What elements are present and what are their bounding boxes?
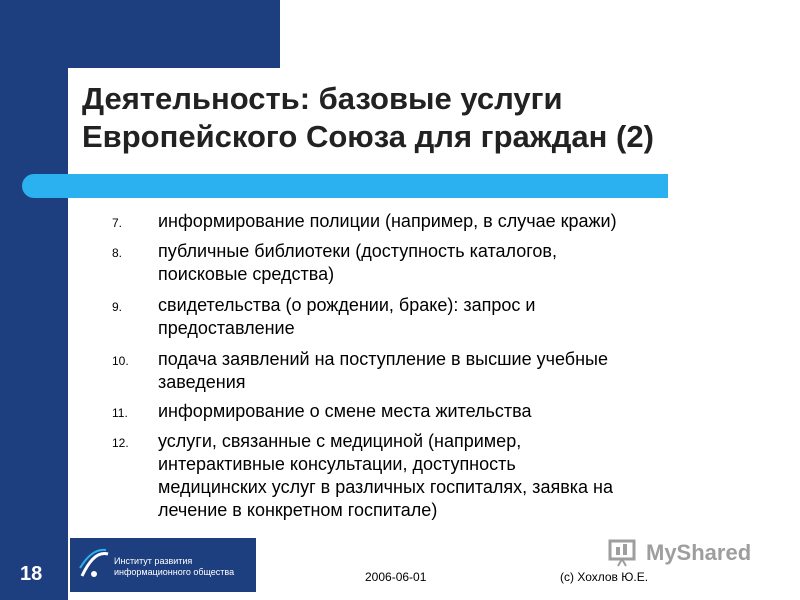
presentation-icon <box>606 538 642 568</box>
list-item-number: 11. <box>112 406 128 420</box>
logo-text <box>114 556 234 578</box>
watermark <box>606 536 776 570</box>
list-item-line: поисковые средства) <box>158 264 335 284</box>
list-item-line: лечение в конкретном госпитале) <box>158 500 438 520</box>
list-item-line: публичные библиотеки (доступность каталогов, <box>158 241 557 261</box>
list-item-line: медицинских услуг в различных госпиталях, заявка на <box>158 477 613 497</box>
left-sidebar-band <box>0 0 68 600</box>
list-item-line: информирование полиции (например, в случае кражи) <box>158 211 617 231</box>
list-item-text <box>158 210 758 233</box>
institute-logo <box>70 538 256 592</box>
logo-emblem-icon <box>76 546 112 584</box>
list-item-number: 8. <box>112 246 123 260</box>
list-item-text <box>158 294 758 340</box>
logo-line-1: Институт развития <box>114 556 193 566</box>
list-item-line: заведения <box>158 372 246 392</box>
list-item-line: интерактивные консультации, доступность <box>158 454 516 474</box>
list-item-text <box>158 430 758 522</box>
list-item-number: 9. <box>112 300 123 314</box>
list-item-number: 10. <box>112 354 129 368</box>
list-item-number: 12. <box>112 436 129 450</box>
list-item-text <box>158 400 758 423</box>
title-line-2: Европейского Союза для граждан (2) <box>82 119 654 154</box>
slide-title <box>82 80 782 156</box>
list-item-line: подача заявлений на поступление в высшие учебные <box>158 349 608 369</box>
title-line-1: Деятельность: базовые услуги <box>82 81 563 116</box>
list-item-number: 7. <box>112 216 123 230</box>
list-item-text <box>158 240 758 286</box>
footer-author: (c) Хохлов Ю.Е. <box>560 570 649 584</box>
top-header-band <box>0 0 280 68</box>
list-item-line: свидетельства (о рождении, браке): запрос и <box>158 295 536 315</box>
list-item-text <box>158 348 758 394</box>
list-item-line: предоставление <box>158 318 295 338</box>
list-item-line: информирование о смене места жительства <box>158 401 532 421</box>
footer-date: 2006-06-01 <box>365 570 427 584</box>
watermark-text: MyShared <box>646 540 752 565</box>
list-item-line: услуги, связанные с медициной (например, <box>158 431 522 451</box>
accent-bar <box>22 174 668 198</box>
page-number: 18 <box>20 563 43 585</box>
logo-line-2: информационного общества <box>114 567 235 577</box>
